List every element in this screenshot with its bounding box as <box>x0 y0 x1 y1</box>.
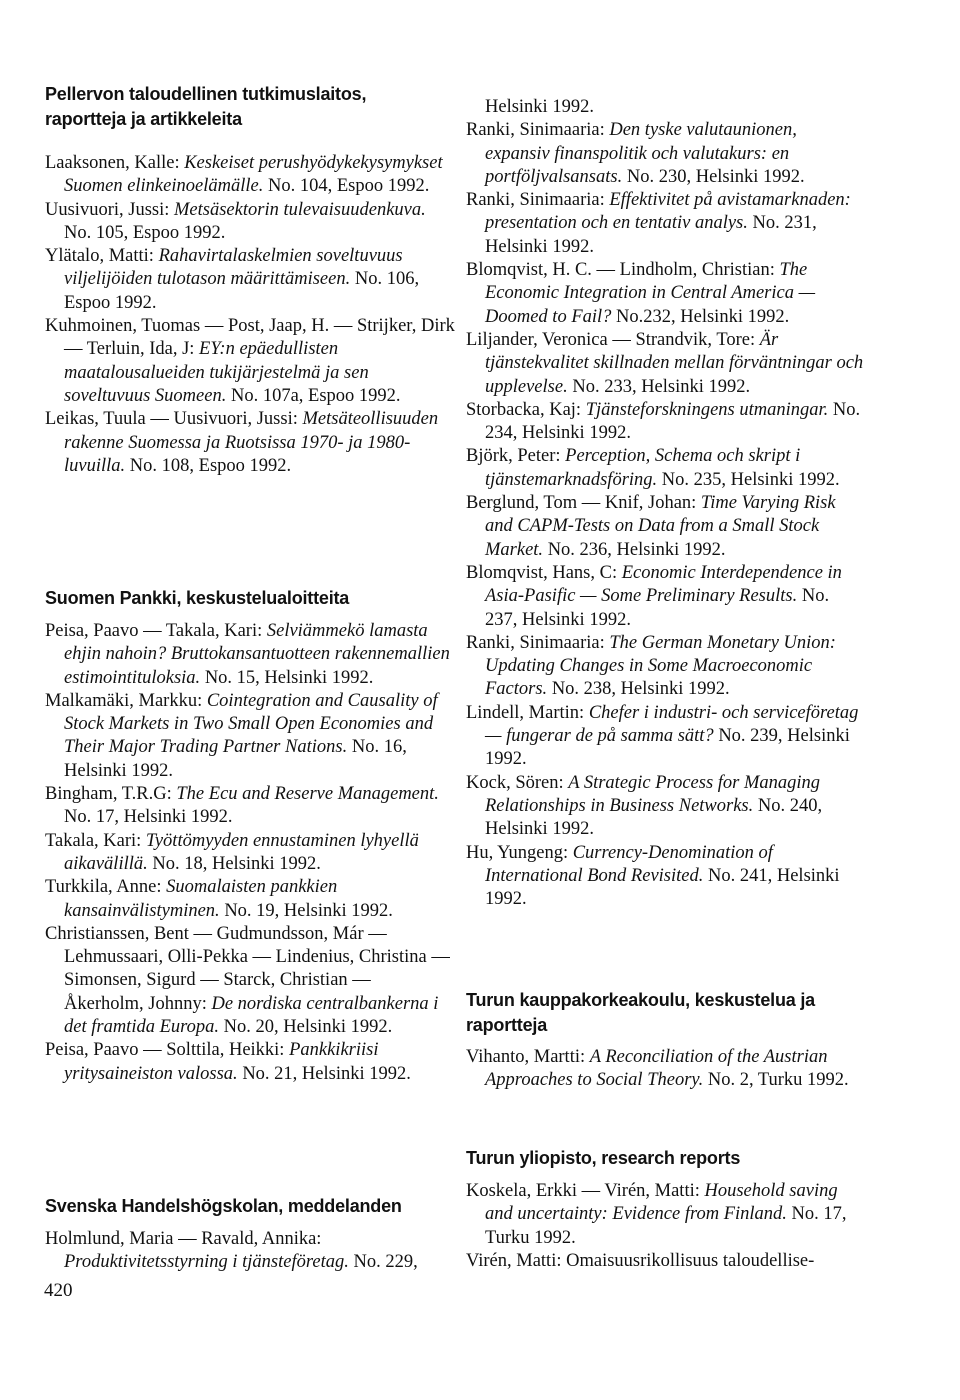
entry-list <box>466 1046 866 1093</box>
bibliography-entry: Liljander, Veronica — Strandvik, Tore: Är tjänstekvalitet skillnaden mellan förväntningar och upplevelse. No. 233, Helsinki 1992. <box>466 329 864 397</box>
bibliography-entry: Holmlund, Maria — Ravald, Annika: Produktivitetsstyrning i tjänsteföretag. No. 229, <box>45 1229 418 1273</box>
bibliography-entry: Kock, Sören: A Strategic Process for Managing Relationships in Business Networks. No. 240, Helsinki 1992. <box>466 772 823 840</box>
entry-list <box>466 96 866 911</box>
entry-list <box>45 152 455 478</box>
bibliography-entry: Takala, Kari: Työttömyyden ennustaminen lyhyellä aikavälillä. No. 18, Helsinki 1992. <box>45 830 419 874</box>
bibliography-entry: Koskela, Erkki — Virén, Matti: Household saving and uncertainty: Evidence from Finland. No. 17, Turku 1992. <box>466 1181 847 1248</box>
entry-list <box>466 1180 866 1273</box>
bibliography-entry: Lindell, Martin: Chefer i industri- och serviceföretag — fungerar de på samma sätt? No. 239, Helsinki 1992. <box>466 702 859 770</box>
bibliography-entry: Turkkila, Anne: Suomalaisten pankkien kansainvälistyminen. No. 19, Helsinki 1992. <box>45 877 393 921</box>
section-heading: Turun kauppakorkeakoulu, keskustelua ja raportteja <box>466 990 815 1035</box>
bibliography-entry: Peisa, Paavo — Solttila, Heikki: Pankkikriisi yritysaineiston valossa. No. 21, Helsinki 1992. <box>45 1040 411 1084</box>
section-heading: Suomen Pankki, keskustelualoitteita <box>45 588 350 608</box>
bibliography-entry: Ranki, Sinimaaria: Den tyske valutaunionen, expansiv finanspolitik och valutakurs: en portföljvalsansats. No. 230, Helsinki 1992. <box>466 120 805 187</box>
page-number: 420 <box>44 1280 73 1301</box>
entry-list <box>45 620 455 1086</box>
bibliography-entry: Malkamäki, Markku: Cointegration and Causality of Stock Markets in Two Small Open Economies and Their Major Trading Partner Nations. No. 16, Helsinki 1992. <box>45 690 438 781</box>
bibliography-entry: Hu, Yungeng: Currency-Denomination of International Bond Revisited. No. 241, Helsinki 1992. <box>466 842 840 910</box>
bibliography-entry: Blomqvist, Hans, C: Economic Interdependence in Asia-Pasific — Some Preliminary Results. No. 237, Helsinki 1992. <box>466 562 842 630</box>
bibliography-entry: Uusivuori, Jussi: Metsäsektorin tulevaisuudenkuva. No. 105, Espoo 1992. <box>45 199 426 243</box>
section-heading: Svenska Handelshögskolan, meddelanden <box>45 1196 402 1216</box>
section <box>45 82 455 132</box>
bibliography-entry: Ranki, Sinimaaria: The German Monetary Union: Updating Changes in Some Macroeconomic Factors. No. 238, Helsinki 1992. <box>466 632 836 700</box>
entry-list <box>45 1228 455 1275</box>
bibliography-entry: Vihanto, Martti: A Reconciliation of the Austrian Approaches to Social Theory. No. 2, Turku 1992. <box>466 1047 849 1091</box>
bibliography-entry: Bingham, T.R.G: The Ecu and Reserve Management. No. 17, Helsinki 1992. <box>45 784 439 828</box>
bibliography-entry: Christianssen, Bent — Gudmundsson, Már — Lehmussaari, Olli-Pekka — Lindenius, Christina — Simonsen, Sigurd — Starck, Christian — Åkerholm, Johnny: De nordiska centralbankerna i det framtida Europa. No. 20, Helsinki 1992. <box>45 923 450 1038</box>
bibliography-entry: Peisa, Paavo — Takala, Kari: Selviämmekö lamasta ehjin nahoin? Bruttokansantuotteen rakennemallien estimointituloksia. No. 15, Helsinki 1992. <box>45 621 450 688</box>
bibliography-entry: Ranki, Sinimaaria: Effektivitet på avistamarknaden: presentation och en tentativ analys. No. 231, Helsinki 1992. <box>466 190 851 257</box>
bibliography-entry: Blomqvist, H. C. — Lindholm, Christian: The Economic Integration in Central America — Doomed to Fail? No.232, Helsinki 1992. <box>466 260 816 327</box>
bibliography-entry: Leikas, Tuula — Uusivuori, Jussi: Metsäteollisuuden rakenne Suomessa ja Ruotsissa 1970- ja 1980-luvuilla. No. 108, Espoo 1992. <box>45 409 439 476</box>
bibliography-entry: Laaksonen, Kalle: Keskeiset perushyödykekysymykset Suomen elinkeinoelämälle. No. 104, Espoo 1992. <box>45 153 443 197</box>
bibliography-entry: Virén, Matti: Omaisuusrikollisuus taloudellise- <box>466 1250 815 1271</box>
bibliography-entry: Berglund, Tom — Knif, Johan: Time Varying Risk and CAPM-Tests on Data from a Small Stock Market. No. 236, Helsinki 1992. <box>466 493 836 560</box>
bibliography-entry: Björk, Peter: Perception, Schema och skript i tjänstemarknadsföring. No. 235, Helsinki 1992. <box>466 446 840 490</box>
bibliography-entry: Kuhmoinen, Tuomas — Post, Jaap, H. — Strijker, Dirk — Terluin, Ida, J: EY:n epäedullisten maatalousalueiden tukijärjestelmä ja sen soveltuvuus Suomeen. No. 107a, Espoo 1992. <box>45 316 455 406</box>
section-heading: Pellervon taloudellinen tutkimuslaitos, raportteja ja artikkeleita <box>45 84 367 129</box>
bibliography-entry: Storbacka, Kaj: Tjänsteforskningens utmaningar. No. 234, Helsinki 1992. <box>466 399 861 444</box>
continuation-line: Helsinki 1992. <box>485 97 594 117</box>
bibliography-entry: Ylätalo, Matti: Rahavirtalaskelmien soveltuvuus viljelijöiden tulotason määrittämiseen. No. 106, Espoo 1992. <box>45 246 420 313</box>
section-heading: Turun yliopisto, research reports <box>466 1148 741 1168</box>
